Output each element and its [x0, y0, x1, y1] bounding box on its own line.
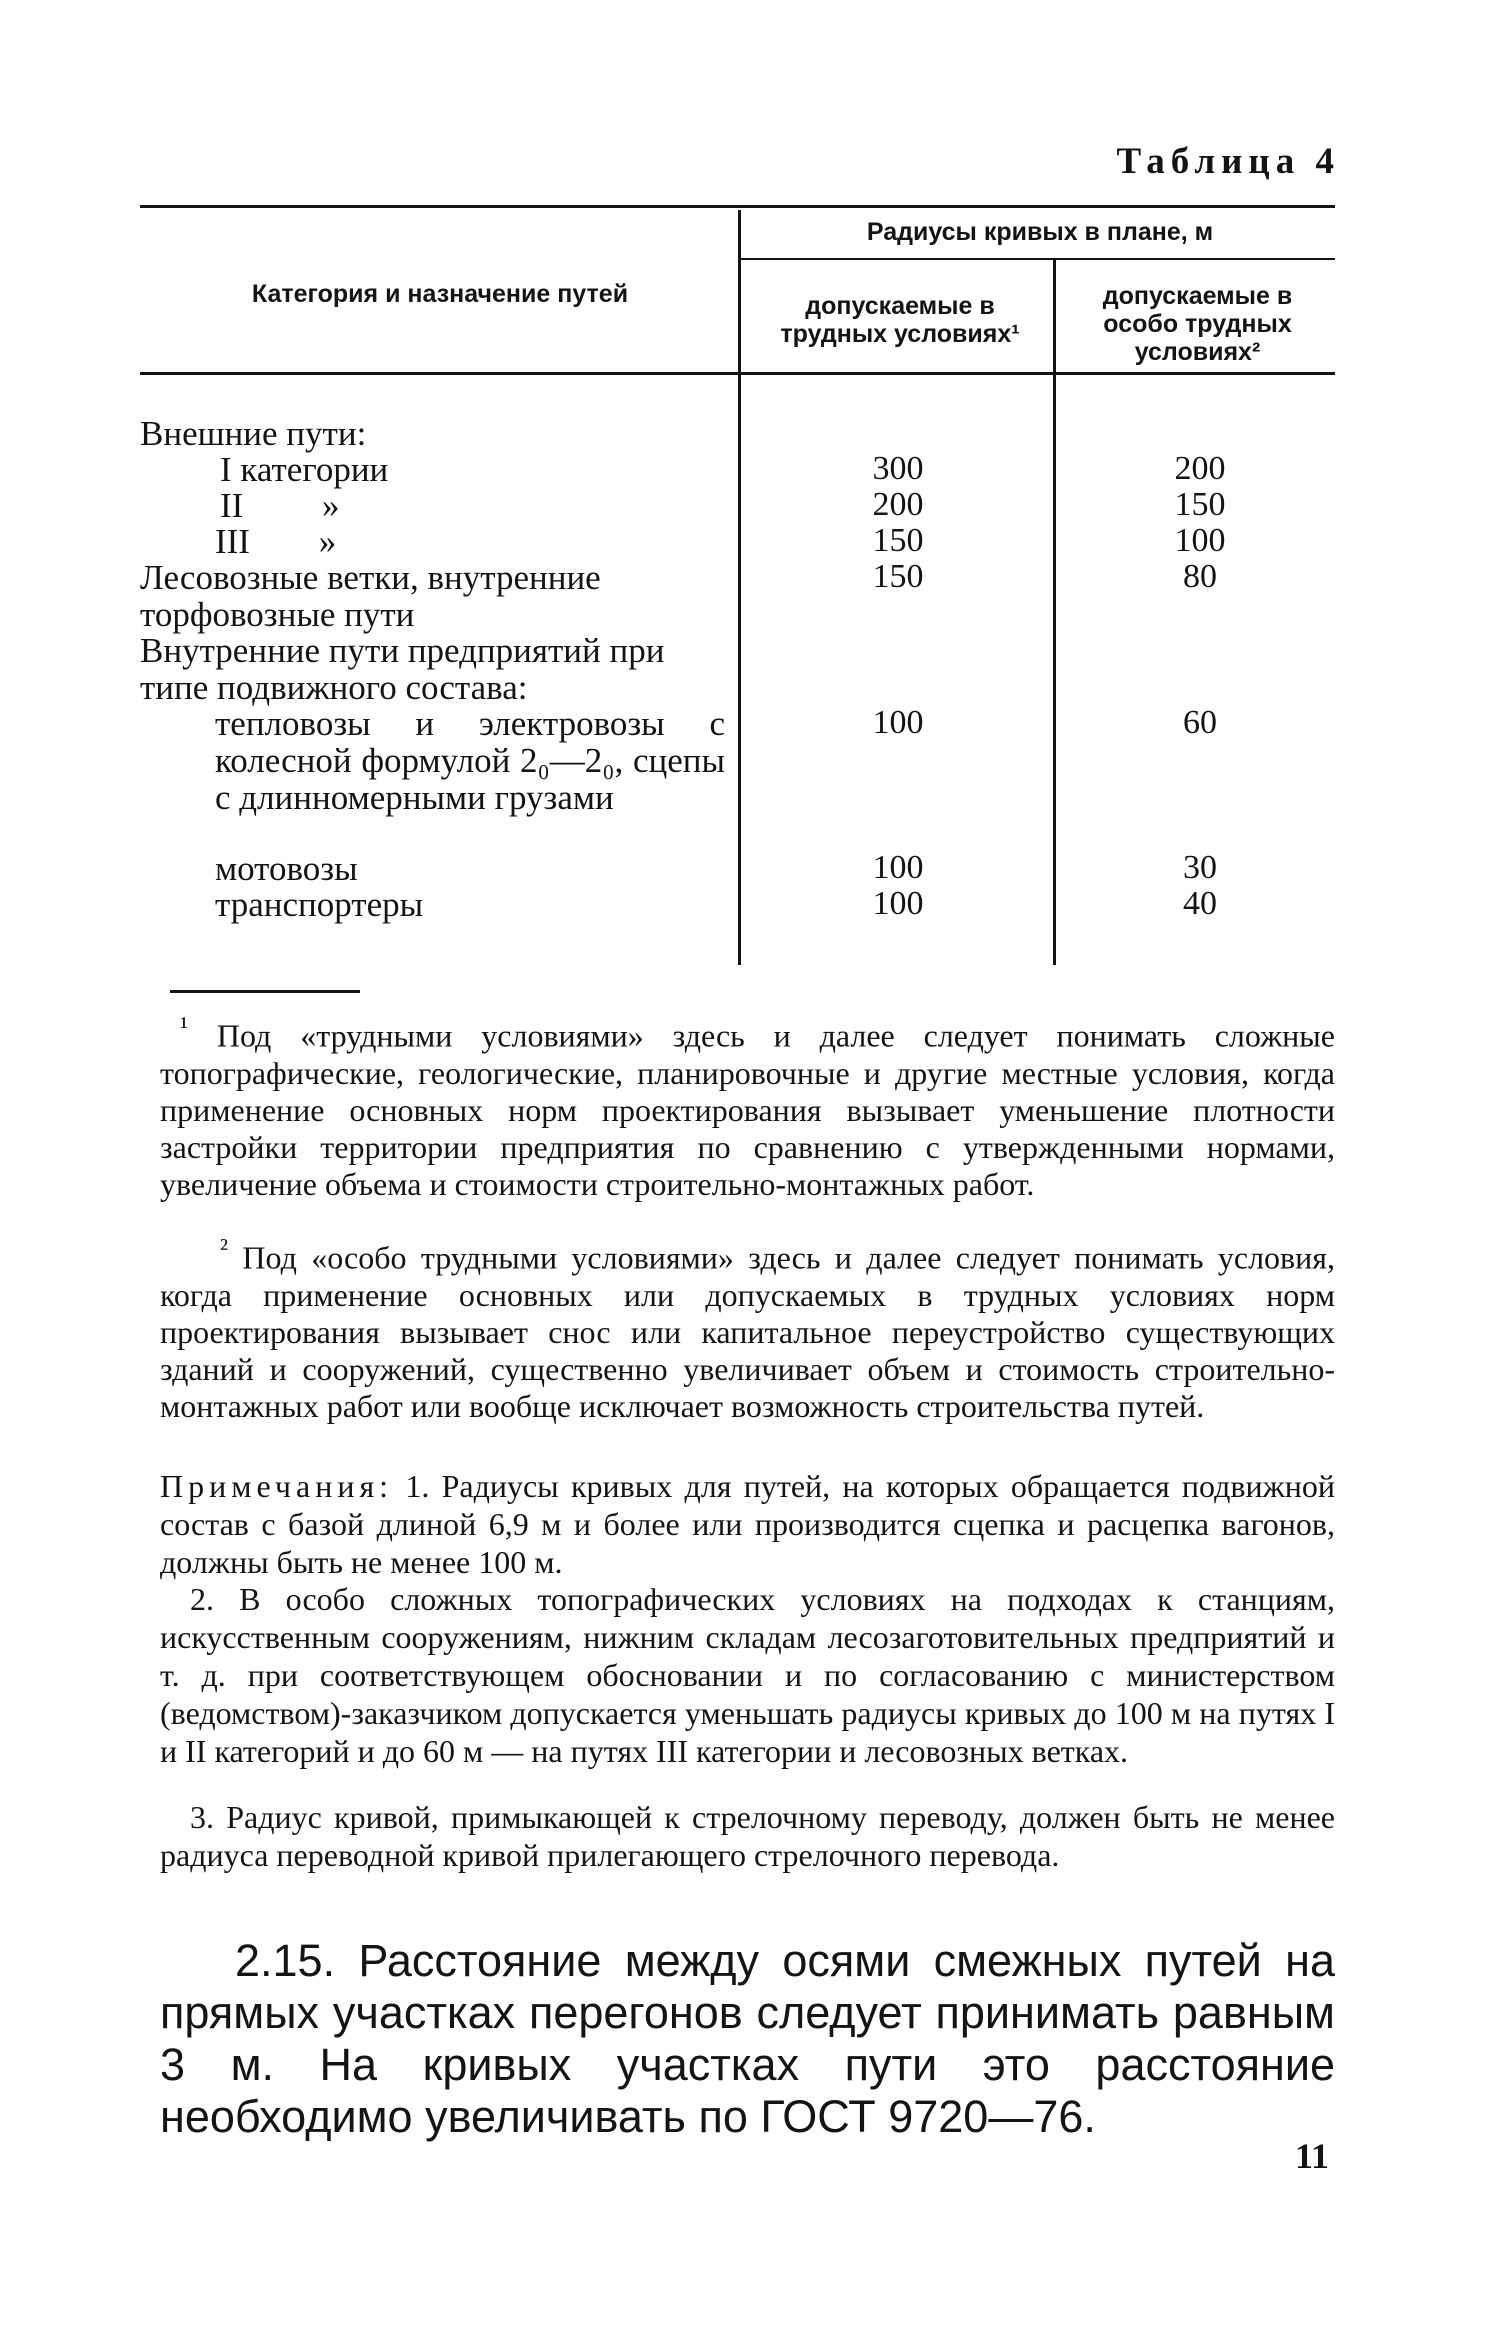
column-divider-1: [738, 210, 741, 965]
row-value-very-difficult: 30: [1183, 849, 1217, 886]
row-value-difficult: 150: [872, 522, 924, 559]
row-value-difficult: 150: [872, 558, 924, 595]
header-col-difficult: допускаемые в трудных условиях¹: [780, 292, 1020, 348]
footnote-1: [160, 1008, 1335, 1203]
footnote-2: [160, 1230, 1335, 1425]
row-label: транспортеры: [215, 885, 424, 924]
footnote-text: Под «особо трудными условиями» здесь и далее следует понимать условия, когда применение основных или допускаемых в трудных условиях норм проектирования вызывает снос или капитальное переустройство существующих зданий и сооружений, существенно увеличивает объем и стоимость строительно-монтажных работ или вообще исключает возможность строительства путей.: [160, 1239, 1336, 1424]
row-value-very-difficult: 200: [1174, 450, 1226, 487]
header-col-very-difficult: допускаемые в особо трудных условиях²: [1102, 282, 1293, 366]
footnote-rule: [170, 990, 360, 993]
row-value-very-difficult: 100: [1174, 522, 1226, 559]
note-1: [160, 1467, 1335, 1581]
section-2-15: 2.15. Расстояние между осями смежных путей на прямых участках перегонов следует принимать равным 3 м. На кривых участках пути это расстояние необходимо увеличивать по ГОСТ 9720—76.: [160, 1935, 1335, 2142]
row-value-difficult: 300: [872, 450, 924, 487]
row-value-very-difficult: 150: [1174, 486, 1226, 523]
row-value-difficult: 100: [872, 704, 924, 741]
row-value-difficult: 100: [872, 885, 924, 922]
footnote-mark: ¹: [180, 1011, 188, 1041]
table-top-rule: [140, 205, 1335, 208]
row-value-difficult: 200: [872, 486, 924, 523]
row-label: I категории: [220, 450, 389, 489]
row-label: Внешние пути:: [140, 414, 367, 453]
row-label: II »: [220, 486, 340, 525]
row-value-very-difficult: 60: [1183, 704, 1217, 741]
row-label: тепловозы и электровозы с колесной формулой 2₀—2₀, сцепы с длинномерными грузами: [215, 704, 725, 817]
row-value-very-difficult: 40: [1183, 885, 1217, 922]
row-label: Лесовозные ветки, внутренние торфовозные пути: [140, 558, 601, 634]
row-label: Внутренние пути предприятий при типе подвижного состава:: [140, 631, 665, 707]
row-label: III »: [215, 522, 337, 561]
footnote-mark: ²: [220, 1233, 228, 1263]
column-divider-2: [1053, 260, 1056, 965]
note-text: 1. Радиусы кривых для путей, на которых обращается подвижной состав с базой длиной 6,9 м и более или производится сцепка и расцепка вагонов, должны быть не менее 100 м.: [160, 1468, 1336, 1580]
header-group-rule: [740, 258, 1335, 260]
note-3: 3. Радиус кривой, примыкающей к стрелочному переводу, должен быть не менее радиуса переводной кривой прилегающего стрелочного перевода.: [160, 1799, 1335, 1873]
header-radius-group: Радиусы кривых в плане, м: [866, 218, 1214, 246]
row-value-very-difficult: 80: [1183, 558, 1217, 595]
row-value-difficult: 100: [872, 849, 924, 886]
note-2: 2. В особо сложных топографических условиях на подходах к станциям, искусственным сооружениям, нижним складам лесозаготовительных предприятий и т. д. при соответствующем обосновании и по согласованию с министерством (ведомством)-заказчиком допускается уменьшать радиусы кривых до 100 м на путях I и II категорий и до 60 м — на путях III категории и лесовозных ветках.: [160, 1581, 1335, 1769]
notes-heading: Примечания:: [160, 1468, 394, 1504]
footnote-text: Под «трудными условиями» здесь и далее следует понимать сложные топографические, геологические, планировочные и другие местные условия, когда применение основных норм проектирования вызывает уменьшение плотности застройки территории предприятия по сравнению с утвержденными нормами, увеличение объема и стоимости строительно-монтажных работ.: [160, 1017, 1335, 1202]
header-category: Категория и назначение путей: [251, 280, 629, 308]
table-caption: Таблица 4: [1116, 141, 1340, 182]
page-number: 11: [1295, 2136, 1330, 2176]
row-label: мотовозы: [215, 849, 358, 888]
